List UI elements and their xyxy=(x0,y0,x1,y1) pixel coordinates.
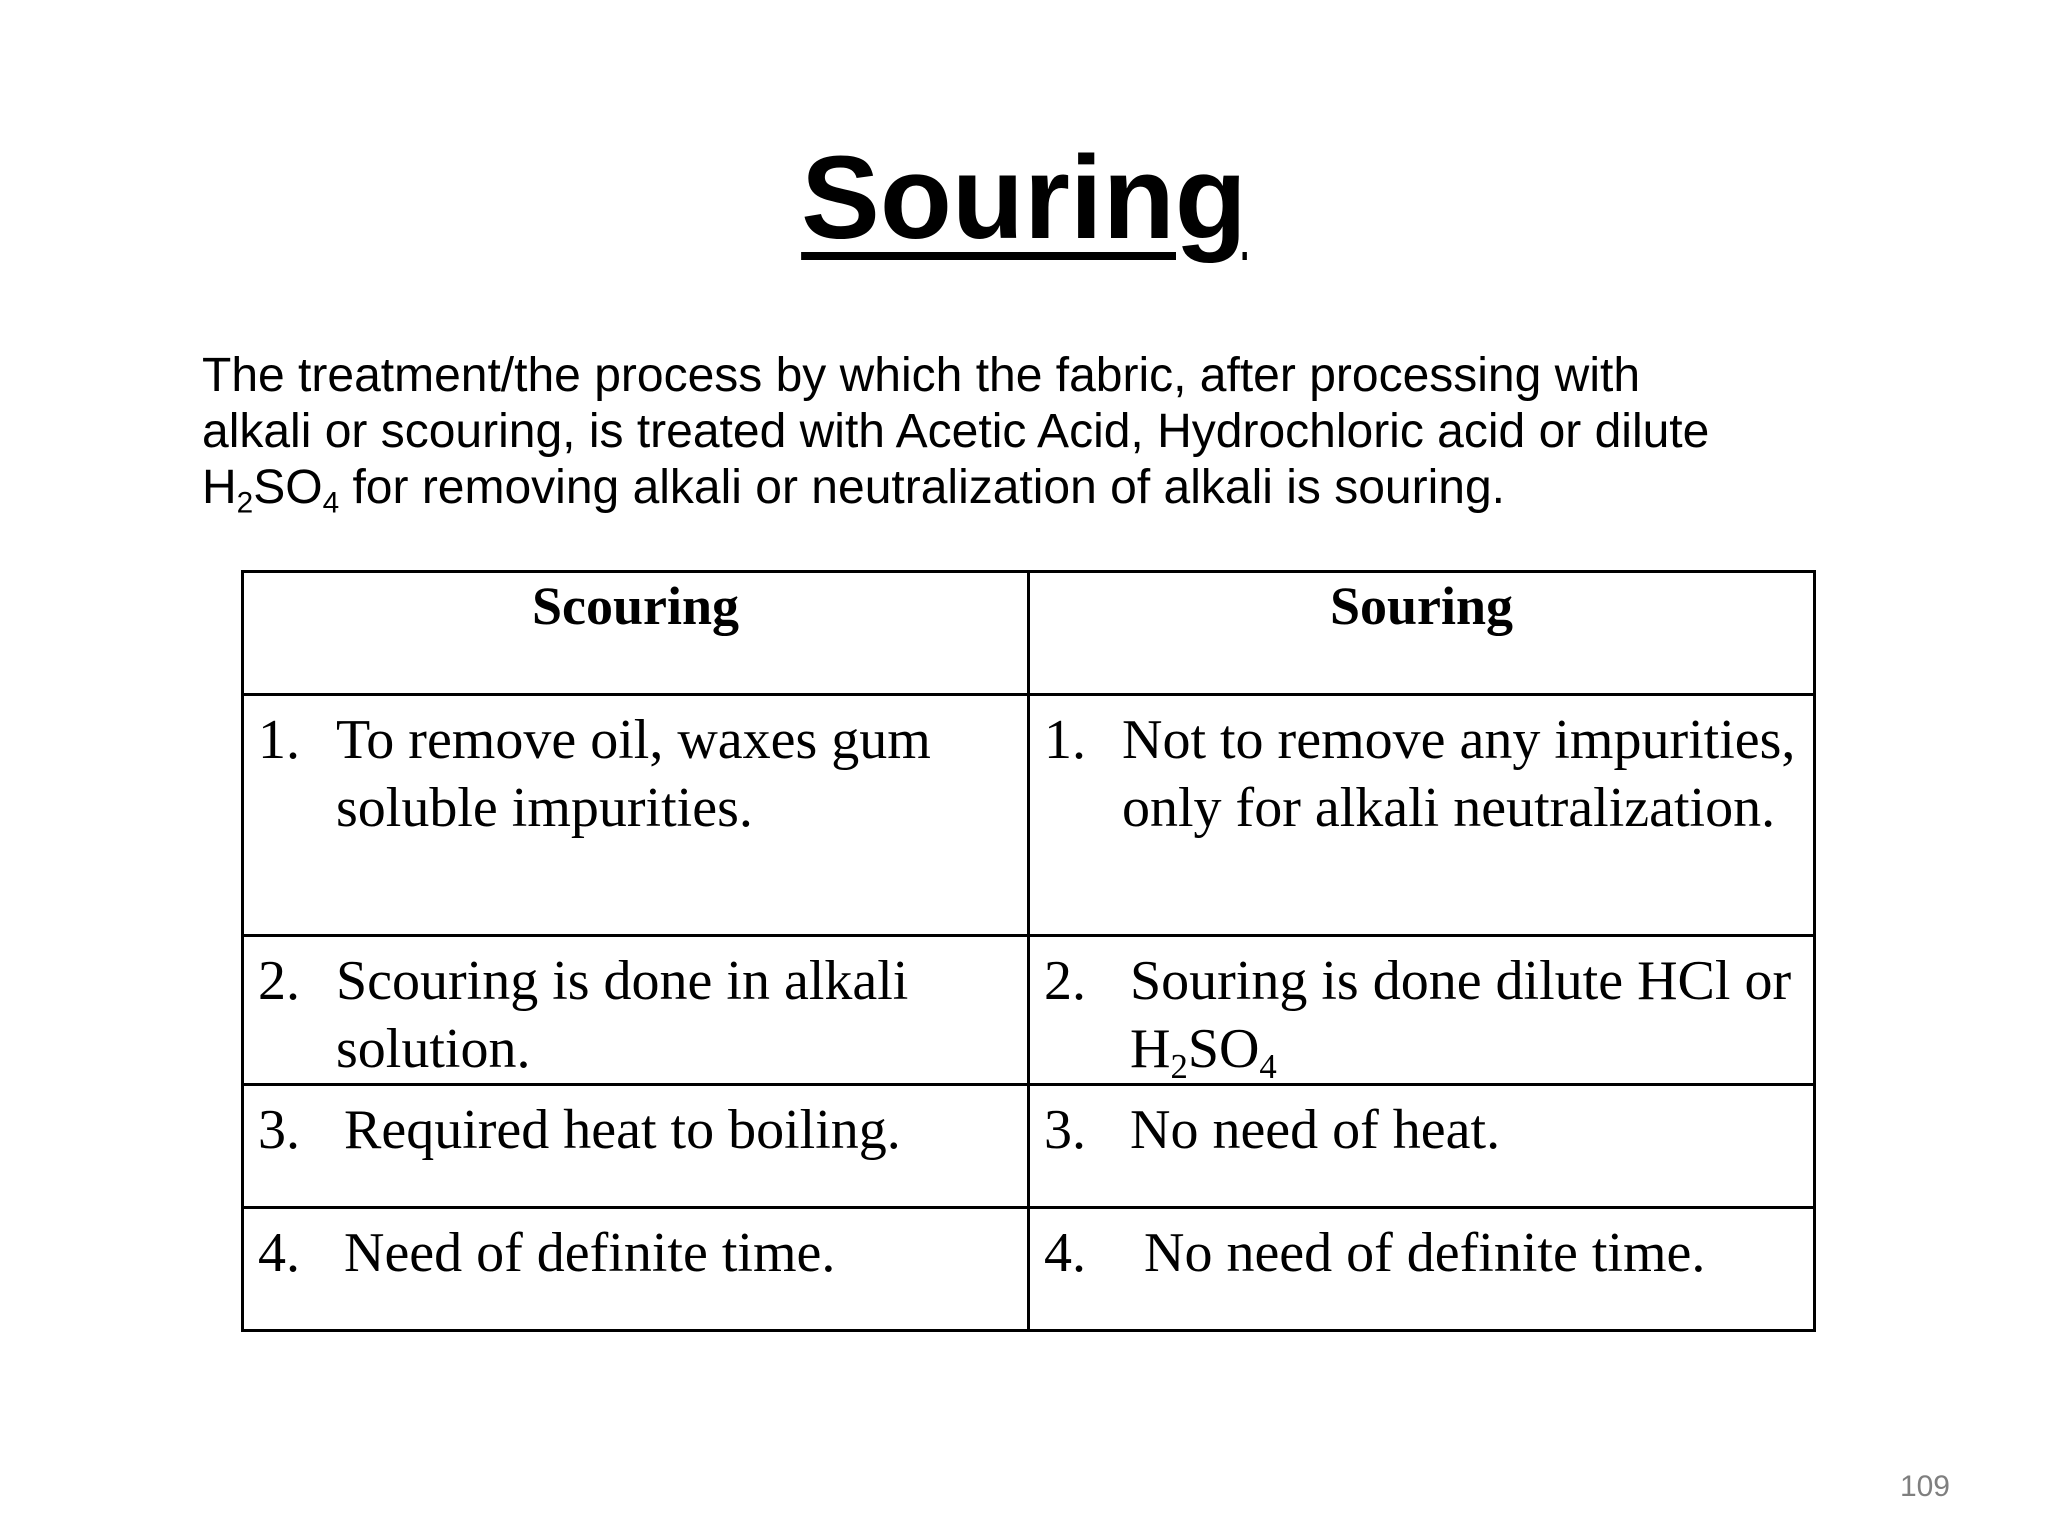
list-item xyxy=(244,1209,1027,1287)
table-cell xyxy=(1029,1208,1815,1331)
item-number: 2. xyxy=(1044,950,1086,1012)
table-row xyxy=(243,936,1815,1085)
intro-paragraph xyxy=(202,348,1922,520)
table-row xyxy=(243,1208,1815,1331)
table-cell xyxy=(243,695,1029,936)
item-number: 4. xyxy=(258,1222,300,1284)
list-item xyxy=(1030,937,1813,1087)
item-text: No need of heat. xyxy=(1130,1099,1501,1161)
item-number: 1. xyxy=(258,709,300,771)
list-item xyxy=(1030,1209,1813,1287)
item-number: 3. xyxy=(1044,1099,1086,1161)
page-number: 109 xyxy=(1899,1470,1950,1503)
table-header-row xyxy=(243,572,1815,695)
table-cell xyxy=(1029,936,1815,1085)
item-text: Required heat to boiling. xyxy=(344,1099,901,1161)
item-text: Not to remove any impurities, only for alkali neutralization. xyxy=(1122,709,1796,839)
header-souring: Souring xyxy=(1029,572,1815,695)
item-number: 2. xyxy=(258,950,300,1012)
item-text: Need of definite time. xyxy=(344,1222,836,1284)
formula-so: SO xyxy=(253,461,323,514)
intro-line-3-text: for removing alkali or neutralization of alkali is souring. xyxy=(339,461,1505,514)
item-text: Scouring is done in alkali solution. xyxy=(336,950,909,1080)
item-text: No need of definite time. xyxy=(1144,1222,1706,1284)
list-item xyxy=(1030,696,1813,842)
intro-line-1: The treatment/the process by which the fabric, after processing with xyxy=(202,349,1641,402)
table-cell xyxy=(243,1085,1029,1208)
table-cell xyxy=(1029,1085,1815,1208)
formula-sub-2: 2 xyxy=(236,486,254,520)
formula-sub-4: 4 xyxy=(1259,1047,1277,1087)
item-number: 4. xyxy=(1044,1222,1086,1284)
list-item xyxy=(1030,1086,1813,1164)
table-cell xyxy=(243,936,1029,1085)
item-number: 3. xyxy=(258,1099,300,1161)
header-scouring: Scouring xyxy=(243,572,1029,695)
page-title: Souring xyxy=(801,132,1247,264)
list-item xyxy=(244,1086,1027,1164)
formula-sub-2: 2 xyxy=(1170,1047,1188,1087)
table-cell xyxy=(1029,695,1815,936)
formula-h: H xyxy=(202,461,237,514)
table-cell xyxy=(243,1208,1029,1331)
list-item xyxy=(244,696,1027,842)
table-row xyxy=(243,1085,1815,1208)
item-text xyxy=(1130,947,1803,1087)
item-text-main: Souring is done dilute HCl or H xyxy=(1130,950,1792,1080)
intro-line-3 xyxy=(202,460,1922,520)
formula-sub-4: 4 xyxy=(322,486,340,520)
item-text: To remove oil, waxes gum soluble impurities. xyxy=(336,709,931,839)
table-row xyxy=(243,695,1815,936)
formula-so: SO xyxy=(1187,1018,1260,1080)
comparison-table xyxy=(241,570,1816,1332)
item-number: 1. xyxy=(1044,709,1086,771)
intro-line-2: alkali or scouring, is treated with Acetic Acid, Hydrochloric acid or dilute xyxy=(202,405,1710,458)
list-item xyxy=(244,937,1027,1083)
